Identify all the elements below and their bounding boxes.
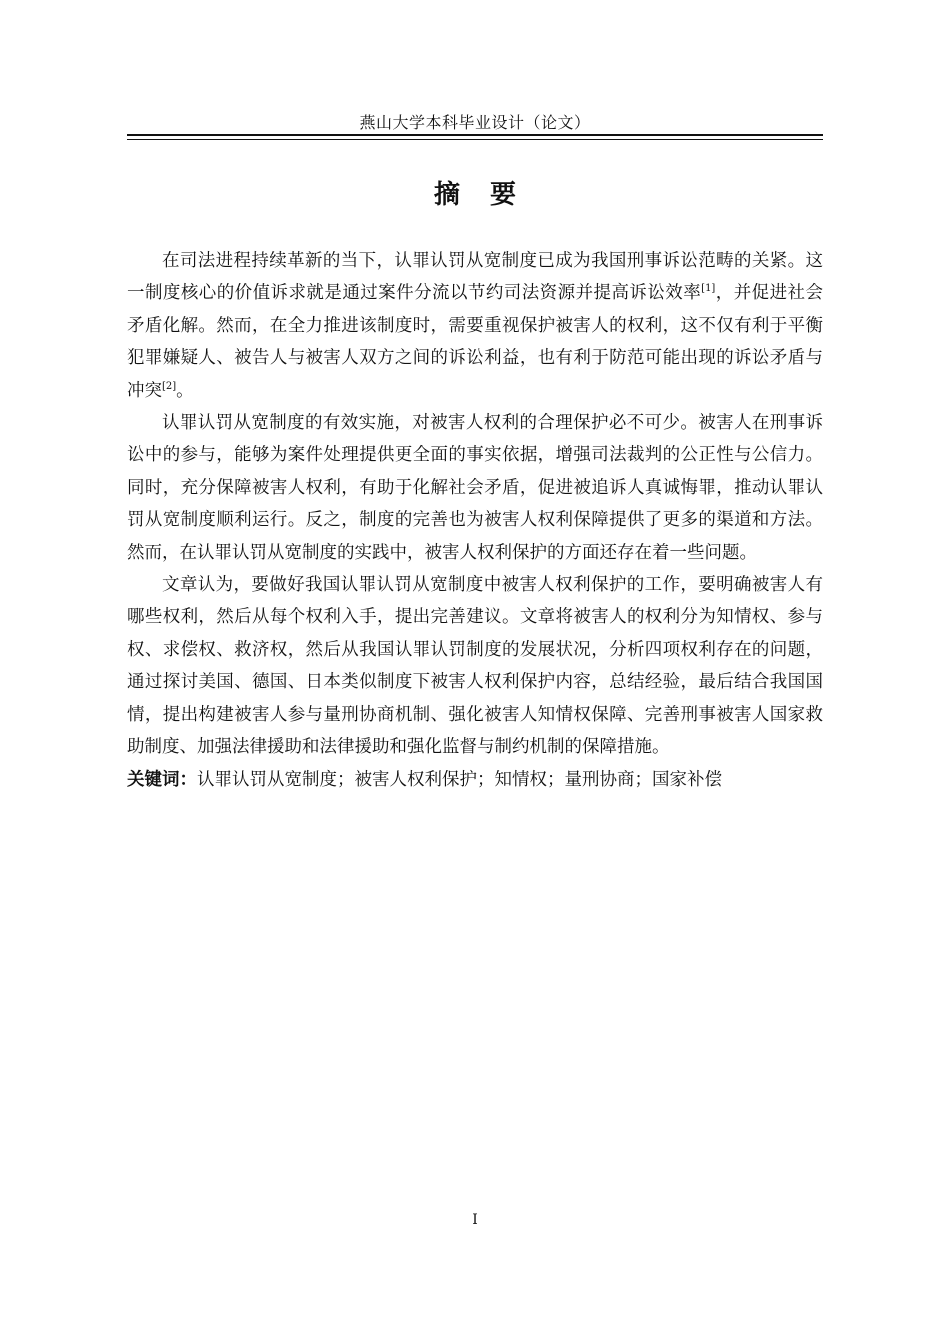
header-rule-thick [127,134,823,136]
keywords-text: 认罪认罚从宽制度；被害人权利保护；知情权；量刑协商；国家补偿 [197,769,722,790]
page-number: I [472,1212,478,1228]
citation-2: [2] [162,380,177,392]
abstract-paragraph-3: 文章认为，要做好我国认罪认罚从宽制度中被害人权利保护的工作，要明确被害人有哪些权利，然后从每个权利入手，提出完善建议。文章将被害人的权利分为知情权、参与权、求偿权、救济权，然后从我国认罪认罚制度的发展状况，分析四项权利存在的问题，通过探讨美国、德国、日本类似制度下被害人权利保护内容，总结经验，最后结合我国国情，提出构建被害人参与量刑协商机制、强化被害人知情权保障、完善刑事被害人国家救助制度、加强法律援助和法律援助和强化监督与制约机制的保障措施。 [127,575,823,758]
abstract-body [127,245,823,796]
abstract-paragraph-2: 认罪认罚从宽制度的有效实施，对被害人权利的合理保护必不可少。被害人在刑事诉讼中的参与，能够为案件处理提供更全面的事实依据，增强司法裁判的公正性与公信力。同时，充分保障被害人权利，有助于化解社会矛盾，促进被追诉人真诚悔罪，推动认罪认罚从宽制度顺利运行。反之，制度的完善也为被害人权利保障提供了更多的渠道和方法。然而，在认罪认罚从宽制度的实践中，被害人权利保护的方面还存在着一些问题。 [127,413,823,563]
header-rule-thin [127,139,823,140]
keywords-line [127,764,823,796]
running-header: 燕山大学本科毕业设计（论文） [359,113,591,132]
paragraph-1-part-2: ，并促进社会矛盾化解。然而，在全力推进该制度时，需要重视保护被害人的权利，这不仅有利于平衡犯罪嫌疑人、被告人与被害人双方之间的诉讼利益，也有利于防范可能出现的诉讼矛盾与冲突 [127,283,824,401]
abstract-paragraph-1 [127,245,823,407]
abstract-title: 摘要 [433,180,546,210]
keywords-label: 关键词： [127,769,197,790]
paragraph-1-part-3: 。 [176,380,194,401]
paragraph-1-part-1: 在司法进程持续革新的当下，认罪认罚从宽制度已成为我国刑事诉讼范畴的关紧。这一制度核心的价值诉求就是通过案件分流以节约司法资源并提高诉讼效率 [127,251,823,304]
citation-1: [1] [701,283,716,295]
